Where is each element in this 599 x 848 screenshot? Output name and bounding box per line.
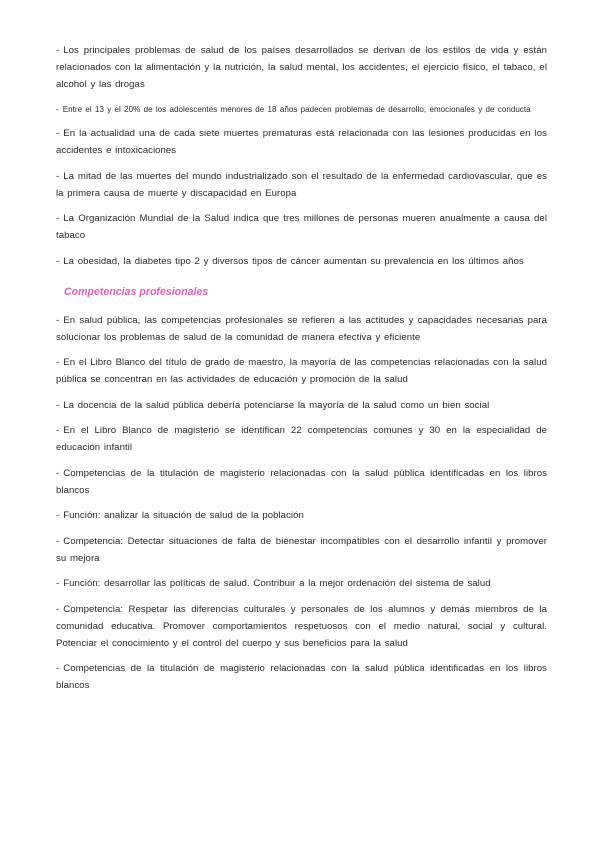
list-item: - En el Libro Blanco del título de grado de maestro, la mayoría de las competencias relacionadas con la salud pública se concentran en las actividades de educación y promoción de la salud [56, 357, 547, 385]
paragraph-text: Los principales problemas de salud de los países desarrollados se derivan de los estilos de vida y están relacionados con la alimentación y la nutrición, la salud mental, los accidentes, el ejercicio físico, el tabaco, el alcohol y las drogas [56, 45, 547, 90]
paragraph-text: En el Libro Blanco del título de grado de maestro, la mayoría de las competencias relacionadas con la salud pública se concentran en las actividades de educación y promoción de la salud [56, 357, 547, 385]
bottom-section [56, 312, 547, 695]
list-item: - Competencia: Detectar situaciones de falta de bienestar incompatibles con el desarrollo infantil y promover su mejora [56, 535, 547, 564]
paragraph-text: Entre el 13 y el 20% de los adolescentes menores de 18 años padecen problemas de desarrollo, emocionales y de conducta [62, 104, 531, 114]
list-item: - Función: analizar la situación de salud de la población [56, 510, 304, 521]
paragraph-text: Competencia: Detectar situaciones de falta de bienestar incompatibles con el desarrollo infantil y promover su mejora [56, 535, 547, 564]
list-item: - En la actualidad una de cada siete muertes prematuras está relacionada con las lesiones producidas en los accidentes e intoxicaciones [56, 128, 547, 156]
list-item: - Función: desarrollar las políticas de salud. Contribuir a la mejor ordenación del sistema de salud [56, 578, 491, 589]
list-item: - La mitad de las muertes del mundo industrializado son el resultado de la enfermedad cardiovascular, que es la primera causa de muerte y discapacidad en Europa [56, 170, 547, 199]
paragraph-text: Competencia: Respetar las diferencias culturales y personales de los alumnos y demás miembros de la comunidad educativa. Promover comportamientos respetuosos con el medio natural, social y cultural. Potenciar el conocimiento y el control del cuerpo y sus beneficios para la salud [56, 603, 547, 649]
list-item: - Competencia: Respetar las diferencias culturales y personales de los alumnos y demás miembros de la comunidad educativa. Promover comportamientos respetuosos con el medio natural, social y cultural. Potenciar el conocimiento y el control del cuerpo y sus beneficios para la salud [56, 603, 547, 649]
list-item: - Los principales problemas de salud de los países desarrollados se derivan de los estilos de vida y están relacionados con la alimentación y la nutrición, la salud mental, los accidentes, el ejercicio físico, el tabaco, el alcohol y las drogas [56, 45, 547, 90]
top-section [56, 42, 547, 270]
paragraph-text: En el Libro Blanco de magisterio se identifican 22 competencias comunes y 30 en la especialidad de educación infantil [56, 425, 547, 453]
list-item: - En salud pública, las competencias profesionales se refieren a las actitudes y capacidades necesarias para solucionar los problemas de salud de la comunidad de manera efectiva y eficiente [56, 314, 547, 343]
paragraph-text: En salud pública, las competencias profesionales se refieren a las actitudes y capacidades necesarias para solucionar los problemas de salud de la comunidad de manera efectiva y eficiente [56, 314, 547, 343]
list-item: - La Organización Mundial de la Salud indica que tres millones de personas mueren anualmente a causa del tabaco [56, 213, 547, 241]
paragraph-text: Competencias de la titulación de magisterio relacionadas con la salud pública identificadas en los libros blancos [56, 663, 547, 691]
section-heading: Competencias profesionales [64, 285, 209, 298]
paragraph-text: La docencia de la salud pública debería potenciarse la mayoría de la salud como un bien social [63, 399, 490, 411]
paragraph-text: Competencias de la titulación de magisterio relacionadas con la salud pública identificadas en los libros blancos [56, 467, 547, 496]
list-item: - Entre el 13 y el 20% de los adolescentes menores de 18 años padecen problemas de desarrollo, emocionales y de conducta [56, 104, 531, 114]
paragraph-text: La mitad de las muertes del mundo industrializado son el resultado de la enfermedad cardiovascular, que es la primera causa de muerte y discapacidad en Europa [56, 170, 547, 199]
list-item: - La docencia de la salud pública debería potenciarse la mayoría de la salud como un bien social [56, 399, 490, 411]
list-item: - En el Libro Blanco de magisterio se identifican 22 competencias comunes y 30 en la especialidad de educación infantil [56, 425, 547, 453]
paragraph-text: Función: analizar la situación de salud de la población [63, 510, 304, 521]
list-item: - La obesidad, la diabetes tipo 2 y diversos tipos de cáncer aumentan su prevalencia en los últimos años [56, 255, 524, 267]
paragraph-text: La Organización Mundial de la Salud indica que tres millones de personas mueren anualmente a causa del tabaco [56, 213, 547, 241]
paragraph-text: Función: desarrollar las políticas de salud. Contribuir a la mejor ordenación del sistema de salud [63, 578, 491, 589]
list-item: - Competencias de la titulación de magisterio relacionadas con la salud pública identificadas en los libros blancos [56, 663, 547, 691]
paragraph-text: La obesidad, la diabetes tipo 2 y diversos tipos de cáncer aumentan su prevalencia en los últimos años [63, 255, 524, 267]
paragraph-text: En la actualidad una de cada siete muertes prematuras está relacionada con las lesiones producidas en los accidentes e intoxicaciones [56, 128, 547, 156]
list-item: - Competencias de la titulación de magisterio relacionadas con la salud pública identificadas en los libros blancos [56, 467, 547, 496]
